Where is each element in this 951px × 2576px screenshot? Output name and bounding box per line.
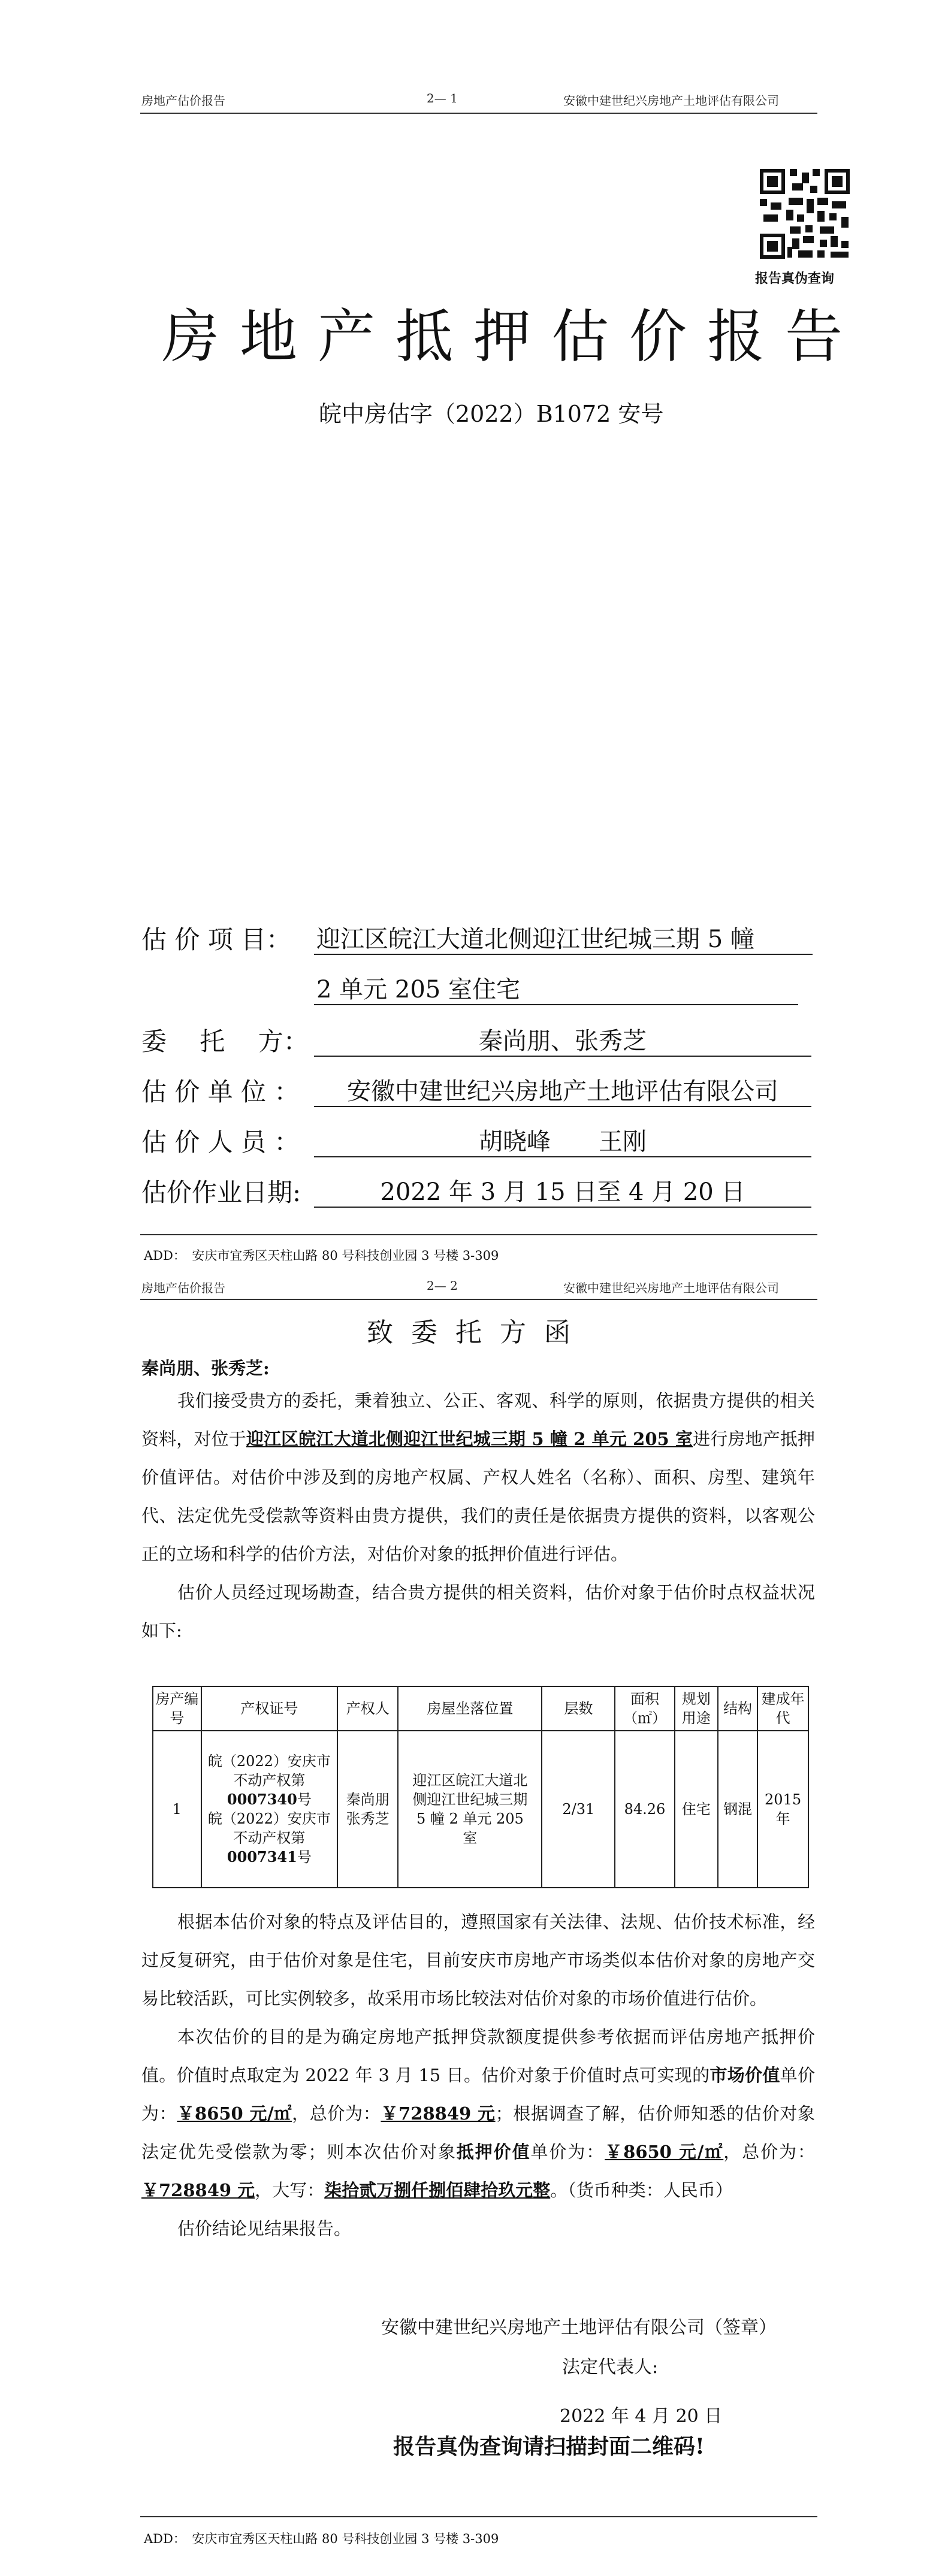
header-page-number: 2— 2 <box>427 1278 458 1293</box>
cert1-suffix: 号 <box>297 1791 312 1808</box>
client-underline <box>314 1056 811 1057</box>
cert2-number: 0007341 <box>227 1848 297 1866</box>
appraisal-unit-underline <box>314 1106 811 1107</box>
verification-note: 报告真伪查询请扫描封面二维码! <box>393 2434 705 2459</box>
cert2-prefix: 皖（2022）安庆市不动产权第 <box>207 1810 331 1846</box>
p4-market-value: 市场价值 <box>710 2065 780 2085</box>
work-date-underline <box>314 1207 811 1208</box>
signature-date: 2022 年 4 月 20 日 <box>560 2406 723 2427</box>
letter-paragraph-3: 根据本估价对象的特点及评估目的，遵照国家有关法律、法规、估价技术标准，经过反复研究，由于估价对象是住宅，目前安庆市房地产市场类似本估价对象的房地产交易比较活跃，可比实例较多，故采用市场比较法对估价对象的市场价值进行估价。 <box>141 1912 815 2009</box>
letter-paragraph-3-block <box>141 1903 815 2248</box>
th-cert-no: 产权证号 <box>201 1686 337 1731</box>
footer-address: ADD： 安庆市宜秀区天柱山路 80 号科技创业园 3 号楼 3-309 <box>144 1248 499 1263</box>
letter-title: 致委托方函 <box>367 1317 588 1348</box>
cert2-suffix: 号 <box>297 1849 312 1866</box>
cell-house-no: 1 <box>153 1731 201 1888</box>
p4-text-g: ，大写： <box>255 2180 325 2200</box>
project-label: 估 价 项 目： <box>141 925 292 954</box>
cell-owner: 秦尚朋张秀芝 <box>337 1731 398 1888</box>
table-header-row <box>153 1686 808 1731</box>
qr-caption: 报告真伪查询 <box>755 271 835 286</box>
th-year: 建成年代 <box>757 1686 808 1731</box>
appraiser-label: 估 价 人 员 ： <box>141 1127 300 1157</box>
p4-mortgage-value: 抵押价值 <box>456 2142 531 2162</box>
letter-paragraph-2: 估价人员经过现场勘查，结合贵方提供的相关资料，估价对象于估价时点权益状况如下: <box>141 1582 815 1641</box>
th-location: 房屋坐落位置 <box>398 1686 542 1731</box>
project-value-line1: 迎江区皖江大道北侧迎江世纪城三期 5 幢 <box>316 926 754 953</box>
p4-text-f: ，总价为： <box>723 2142 815 2162</box>
header-page-number: 2— 1 <box>427 91 458 105</box>
header-rule <box>140 1299 817 1300</box>
th-use: 规划用途 <box>675 1686 718 1731</box>
header-right: 安徽中建世纪兴房地产土地评估有限公司 <box>563 1281 779 1295</box>
p4-text-e: 单价为： <box>530 2142 605 2162</box>
cell-area: 84.26 <box>615 1731 674 1888</box>
cell-cert-no <box>201 1731 337 1888</box>
letter-paragraph-5: 估价结论见结果报告。 <box>177 2218 352 2239</box>
signature-representative: 法定代表人: <box>562 2357 659 2378</box>
p4-total-price-2: ￥728849 元 <box>141 2180 255 2200</box>
p4-text-b: 单价为： <box>141 2065 815 2124</box>
work-date-label: 估价作业日期: <box>141 1178 301 1207</box>
project-value-line2: 2 单元 205 室住宅 <box>316 976 520 1003</box>
cert1-number: 0007340 <box>227 1791 297 1808</box>
qr-code-icon <box>760 169 850 259</box>
cert1-prefix: 皖（2022）安庆市不动产权第 <box>207 1753 331 1789</box>
client-label: 委 托 方： <box>141 1027 309 1056</box>
work-date-value: 2022 年 3 月 15 日至 4 月 20 日 <box>380 1178 745 1206</box>
p4-unit-price-2: ￥8650 元/㎡ <box>605 2142 724 2162</box>
th-owner: 产权人 <box>337 1686 398 1731</box>
header-right: 安徽中建世纪兴房地产土地评估有限公司 <box>563 93 779 108</box>
client-value: 秦尚朋、张秀芝 <box>479 1027 647 1055</box>
cell-floors: 2/31 <box>542 1731 615 1888</box>
cell-structure: 钢混 <box>718 1731 757 1888</box>
appraisal-unit-value: 安徽中建世纪兴房地产土地评估有限公司 <box>347 1078 778 1105</box>
signature-company: 安徽中建世纪兴房地产土地评估有限公司（签章） <box>381 2317 777 2338</box>
header-left: 房地产估价报告 <box>141 1281 225 1295</box>
header-left: 房地产估价报告 <box>141 93 225 108</box>
th-house-no: 房产编号 <box>153 1686 201 1731</box>
footer-address: ADD： 安庆市宜秀区天柱山路 80 号科技创业园 3 号楼 3-309 <box>144 2532 499 2546</box>
p1-text-a: 我们接受贵方的委托，秉着独立、公正、客观、科学的原则，依据贵方提供的相关资料，对位于 <box>141 1390 815 1449</box>
document-number: 皖中房估字（2022）B1072 安号 <box>319 401 664 427</box>
p1-location: 迎江区皖江大道北侧迎江世纪城三期 5 幢 2 单元 205 室 <box>246 1429 693 1449</box>
project-underline-1 <box>314 954 813 955</box>
p4-total-price-1: ￥728849 元 <box>381 2103 496 2124</box>
project-underline-2 <box>314 1004 798 1005</box>
qr-code[interactable] <box>760 169 850 259</box>
p4-text-c: ，总价为： <box>292 2103 381 2124</box>
p4-text-h: 。（货币种类：人民币） <box>550 2180 733 2200</box>
letter-paragraph-1 <box>141 1381 815 1650</box>
property-table <box>152 1686 809 1888</box>
letter-paragraph-4 <box>141 2018 815 2209</box>
cell-use: 住宅 <box>675 1731 718 1888</box>
footer-rule <box>140 1234 817 1235</box>
appraiser-underline <box>314 1156 811 1157</box>
p4-unit-price-1: ￥8650 元/㎡ <box>177 2103 292 2124</box>
p4-text-a: 本次估价的目的是为确定房地产抵押贷款额度提供参考依据而评估房地产抵押价值。价值时点取定为 2022 年 3 月 15 日。估价对象于价值时点可实现的 <box>141 2027 815 2085</box>
appraiser-value: 胡晓峰 王刚 <box>479 1128 647 1156</box>
footer-rule <box>140 2516 817 2517</box>
p4-text-d: ；根据调查了解，估价师知悉的估价对象法定优先受偿款为零；则本次估价对象 <box>141 2103 815 2162</box>
th-floors: 层数 <box>542 1686 615 1731</box>
cell-location: 迎江区皖江大道北侧迎江世纪城三期 5 幢 2 单元 205 室 <box>398 1731 542 1888</box>
report-title: 房地产抵押估价报告 <box>162 303 863 370</box>
table-row <box>153 1731 808 1888</box>
p1-text-b: 进行房地产抵押价值评估。对估价中涉及到的房地产权属、产权人姓名（名称）、面积、房型、建筑年代、法定优先受偿款等资料由贵方提供，我们的责任是依据贵方提供的资料，以客观公正的立场和科学的估价方法，对估价对象的抵押价值进行评估。 <box>141 1429 815 1564</box>
appraisal-unit-label: 估 价 单 位 ： <box>141 1077 300 1106</box>
salutation: 秦尚朋、张秀芝: <box>141 1358 270 1378</box>
th-structure: 结构 <box>718 1686 757 1731</box>
th-area: 面积（㎡） <box>615 1686 674 1731</box>
header-rule <box>140 113 817 114</box>
cell-year: 2015 年 <box>757 1731 808 1888</box>
p4-capital-amount: 柒拾贰万捌仟捌佰肆拾玖元整 <box>324 2180 551 2200</box>
